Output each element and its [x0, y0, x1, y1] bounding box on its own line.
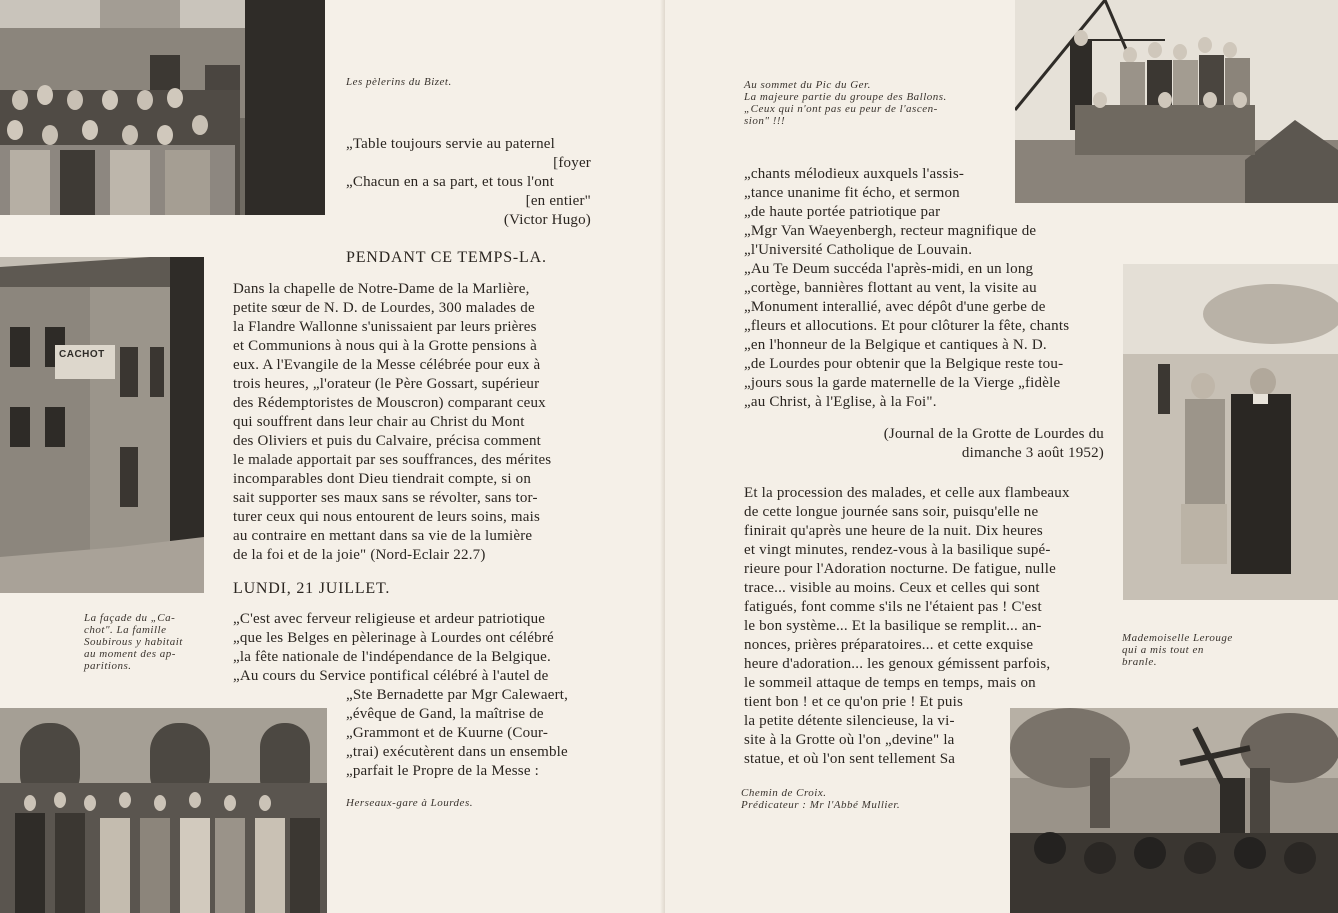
text-line: „de Lourdes pour obtenir que la Belgique reste tou- [744, 356, 1064, 372]
text-line: des Oliviers et puis du Calvaire, précisa comment [233, 433, 542, 449]
text-line: „cortège, bannières flottant au vent, la visite au [744, 280, 1037, 296]
caption-pic-du-ger [744, 79, 994, 127]
text-line: „chants mélodieux auxquels l'assis- [744, 166, 965, 182]
quote-attribution: (Victor Hugo) [503, 212, 591, 228]
quote-line: „Chacun en a sa part, et tous l'ont [346, 174, 554, 190]
crowd-photo-icon [1010, 708, 1338, 913]
text-line: „Mgr Van Waeyenbergh, recteur magnifique de [744, 223, 1037, 239]
paragraph-procession [744, 484, 1104, 693]
quote-line: „Table toujours servie au paternel [346, 136, 555, 152]
caption-cachot [84, 612, 204, 672]
caption-line: Prédicateur : Mr l'Abbé Mullier. [741, 799, 901, 811]
caption-lerouge [1122, 632, 1257, 668]
caption-line: La façade du „Ca- [84, 612, 176, 624]
text-line: qui souffrent dans leur chair au Christ du Mont [233, 414, 525, 430]
caption-line: chot". La famille [84, 624, 167, 636]
text-line: finirait qu'après une heure de la nuit. Dix heures [744, 523, 1043, 539]
photo-chemin-de-croix [1010, 708, 1338, 913]
text-line: turer ceux qui nous entourent de leurs soins, mais [233, 509, 541, 525]
caption-herseaux: Herseaux-gare à Lourdes. [346, 797, 473, 809]
street-photo-icon [0, 257, 204, 593]
text-line: et vingt minutes, rendez-vous à la basilique supé- [744, 542, 1051, 558]
paragraph-marliere [233, 280, 591, 565]
text-line: Dans la chapelle de Notre-Dame de la Marlière, [233, 281, 530, 297]
heading-lundi-21-juillet: LUNDI, 21 JUILLET. [233, 580, 391, 597]
text-line: „C'est avec ferveur religieuse et ardeur patriotique [233, 611, 546, 627]
text-line: „trai) exécutèrent dans un ensemble [346, 744, 568, 760]
text-line: „tance unanime fit écho, et sermon [744, 185, 960, 201]
caption-line: Au sommet du Pic du Ger. [744, 79, 871, 91]
text-line: „de haute portée patriotique par [744, 204, 941, 220]
caption-line: qui a mis tout en [1122, 644, 1204, 656]
text-line: „la fête nationale de l'indépendance de la Belgique. [233, 649, 551, 665]
group-photo-icon [0, 708, 327, 913]
text-line: „fleurs et allocutions. Et pour clôturer la fête, chants [744, 318, 1070, 334]
text-line: eux. A l'Evangile de la Messe célébrée pour eux à [233, 357, 541, 373]
text-line: „parfait le Propre de la Messe : [346, 763, 539, 779]
text-line: rieure pour l'Adoration nocturne. De fatigue, nulle [744, 561, 1056, 577]
text-line: nonces, prières préparatoires... et cette exquise [744, 637, 1034, 653]
cachot-sign: CACHOT [59, 349, 105, 360]
portrait-photo-icon [1123, 264, 1338, 600]
text-line: de cette longue journée sans soir, puisqu'elle ne [744, 504, 1039, 520]
citation-journal [744, 425, 1104, 463]
caption-line: sion" !!! [744, 115, 786, 127]
text-line: la petite détente silencieuse, la vi- [744, 713, 955, 729]
caption-line: La majeure partie du groupe des Ballons. [744, 91, 947, 103]
text-line: „Au cours du Service pontifical célébré à l'autel de [233, 668, 549, 684]
text-line: et Communions à nous qui à la Grotte pensions à [233, 338, 537, 354]
text-line: „au Christ, à l'Eglise, à la Foi". [744, 394, 937, 410]
text-line: „Grammont et de Kuurne (Cour- [346, 725, 549, 741]
text-line: des Rédemptoristes de Mouscron) comparant ceux [233, 395, 546, 411]
caption-line: Mademoiselle Lerouge [1122, 632, 1233, 644]
text-line: „en l'honneur de la Belgique et cantiques à N. D. [744, 337, 1047, 353]
text-line: le sommeil attaque de temps en temps, mais on [744, 675, 1036, 691]
caption-line: „Ceux qui n'ont pas eu peur de l'ascen- [744, 103, 938, 115]
text-line: le malade apportait par ses souffrances, des mérites [233, 452, 552, 468]
text-line: „évêque de Gand, la maîtrise de [346, 706, 544, 722]
text-line: incomparables dont Dieu tiendrait compte, si on [233, 471, 532, 487]
photo-herseaux-group [0, 708, 327, 913]
citation-line: (Journal de la Grotte de Lourdes du [883, 426, 1104, 442]
left-page [0, 0, 665, 913]
text-line: la Flandre Wallonne s'unissaient par leurs prières [233, 319, 537, 335]
caption-line: branle. [1122, 656, 1157, 668]
paragraph-chants [744, 165, 1104, 412]
quote-line: [foyer [553, 155, 591, 171]
caption-line: Chemin de Croix. [741, 787, 827, 799]
text-line: „Ste Bernadette par Mgr Calewaert, [346, 687, 569, 703]
photo-mademoiselle-lerouge [1123, 264, 1338, 600]
caption-line: au moment des ap- [84, 648, 176, 660]
text-line: trois heures, „l'orateur (le Père Gossart, supérieur [233, 376, 540, 392]
group-photo-icon [0, 0, 325, 215]
text-line: „Au Te Deum succéda l'après-midi, en un long [744, 261, 1034, 277]
text-line: au contraire en mettant dans sa vie de la lumière [233, 528, 533, 544]
text-line: tient bon ! et ce qu'on prie ! Et puis [744, 694, 963, 710]
text-line: sait supporter ses maux sans se révolter, sans tor- [233, 490, 538, 506]
quote-line: [en entier" [525, 193, 591, 209]
paragraph-ste-bernadette [346, 686, 591, 781]
photo-cachot [0, 257, 204, 593]
right-page [665, 0, 1338, 913]
caption-line: paritions. [84, 660, 132, 672]
text-line: „l'Université Catholique de Louvain. [744, 242, 973, 258]
text-line: le bon système... Et la basilique se remplit... an- [744, 618, 1042, 634]
text-line: fatigués, font comme s'ils ne l'étaient pas ! C'est [744, 599, 1042, 615]
citation-line: dimanche 3 août 1952) [961, 445, 1104, 461]
heading-pendant-ce-temps: PENDANT CE TEMPS-LA. [346, 249, 547, 266]
photo-pilgrims-bizet [0, 0, 325, 215]
text-line: petite sœur de N. D. de Lourdes, 300 malades de [233, 300, 535, 316]
text-line: „Monument interallié, avec dépôt d'une gerbe de [744, 299, 1046, 315]
text-line: site à la Grotte où l'on „devine" la [744, 732, 955, 748]
victor-hugo-quote [346, 135, 591, 230]
text-line: „jours sous la garde maternelle de la Vierge „fidèle [744, 375, 1061, 391]
caption-chemin-de-croix [741, 787, 991, 811]
paragraph-detente [744, 693, 989, 769]
caption-pilgrims-bizet: Les pèlerins du Bizet. [346, 76, 452, 88]
text-line: de la foi et de la joie" (Nord-Eclair 22.7) [233, 547, 486, 563]
text-line: trace... visible au moins. Ceux et celles qui sont [744, 580, 1040, 596]
text-line: heure d'adoration... les genoux gémissent parfois, [744, 656, 1051, 672]
text-line: Et la procession des malades, et celle aux flambeaux [744, 485, 1070, 501]
caption-line: Soubirous y habitait [84, 636, 183, 648]
text-line: „que les Belges en pèlerinage à Lourdes ont célébré [233, 630, 554, 646]
paragraph-lundi [233, 610, 591, 686]
text-line: statue, et où l'on sent tellement Sa [744, 751, 956, 767]
